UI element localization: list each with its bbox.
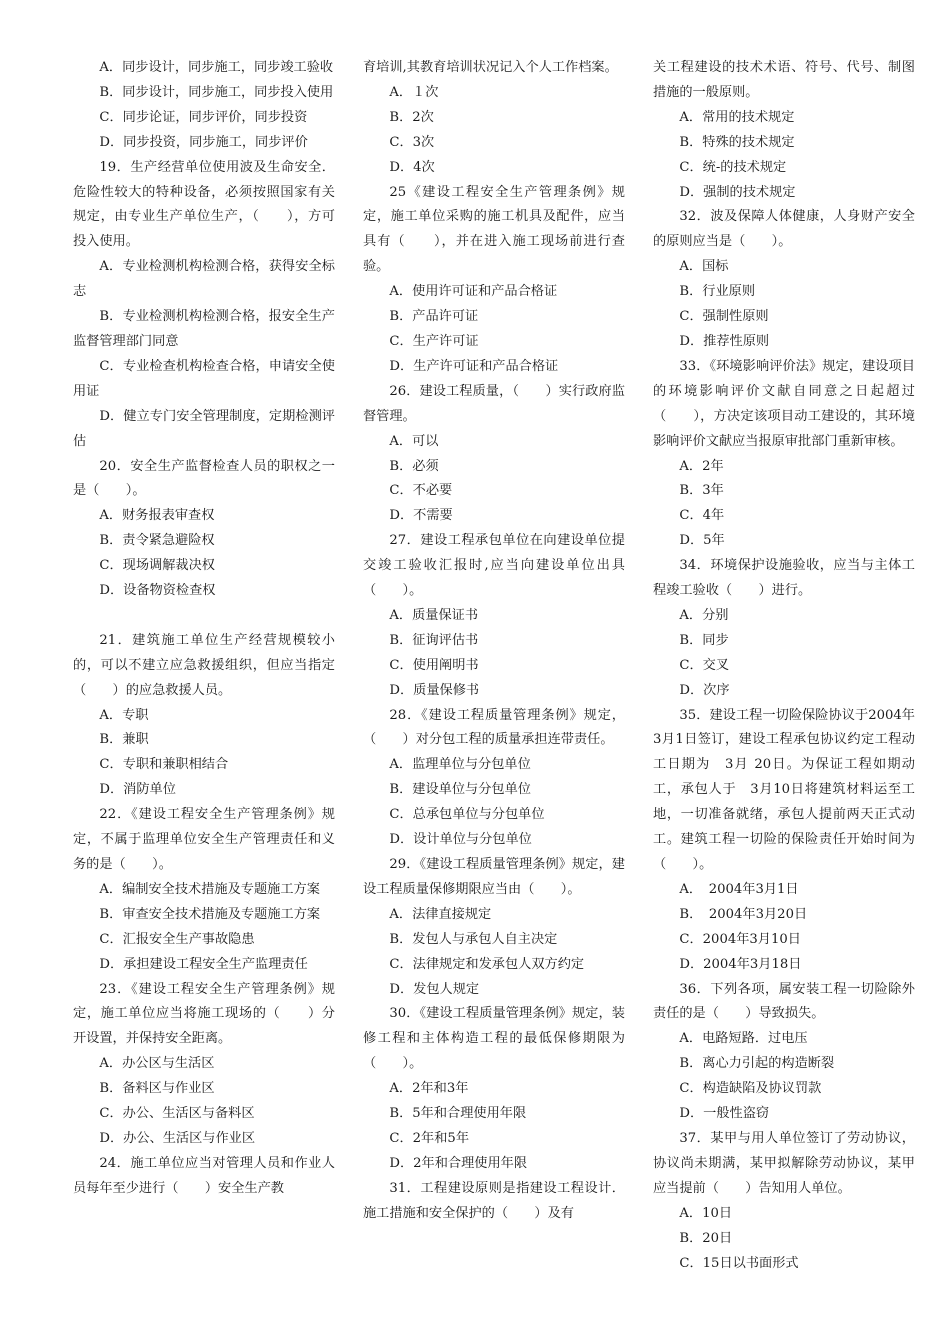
text-paragraph: A．财务报表审查权 [99, 508, 215, 524]
text-paragraph: 19．生产经营单位使用波及生命安全．危险性较大的特种设备，必须按照国家有关规定，由专业生产单位生产，（ ），方可投入使用。 [73, 159, 335, 250]
text-paragraph: B．征询评估书 [389, 632, 479, 648]
text-paragraph: 26．建设工程质量，（ ）实行政府监督管理。 [363, 383, 625, 424]
text-paragraph: C．构造缺陷及协议罚款 [679, 1081, 822, 1097]
text-paragraph: 关工程建设的技术术语、符号、代号、制图措施的一般原则。 [653, 60, 915, 100]
text-paragraph: D．健立专门安全管理制度，定期检测评估 [73, 408, 335, 449]
text-paragraph: C．统-的技术规定 [679, 159, 787, 175]
text-paragraph: 37．某甲与用人单位签订了劳动协议，协议尚未期满，某甲拟解除劳动协议，某甲应当提前（ ）告知用人单位。 [653, 1130, 915, 1196]
text-paragraph: C．现场调解裁决权 [99, 558, 215, 574]
text-paragraph: D．推荐性原则 [679, 333, 770, 349]
text-paragraph: A． 2004年3月1日 [679, 881, 799, 897]
text-paragraph: 35．建设工程一切险保险协议于2004年3月1日签订，建设工程承包协议约定工程动工日期为 3月 20日。为保证工程如期动工，承包人于 3月10日将建筑材料运至工地，一切准备就绪，承包人提前两天正式动工。建筑工程一切险的保险责任开始时间为（ ）。 [653, 707, 915, 872]
text-paragraph: D．承担建设工程安全生产监理责任 [99, 956, 308, 972]
text-paragraph: C．专业检查机构检查合格，申请安全使用证 [73, 358, 335, 399]
text-paragraph: B．20日 [679, 1230, 733, 1246]
text-paragraph: B．专业检测机构检测合格，报安全生产监督管理部门同意 [73, 309, 335, 349]
text-paragraph: A．2年 [679, 458, 724, 474]
text-paragraph: 28．《建设工程质量管理条例》规定，（ ）对分包工程的质量承担连带责任。 [363, 707, 625, 748]
text-paragraph: D．次序 [679, 682, 730, 698]
text-paragraph: D．质量保修书 [389, 682, 480, 698]
text-paragraph: C．汇报安全生产事故隐患 [99, 931, 255, 947]
text-paragraph: A．专业检测机构检测合格，获得安全标志 [73, 259, 335, 300]
text-paragraph: B．产品许可证 [389, 309, 479, 325]
text-paragraph: C．交叉 [679, 657, 730, 673]
text-paragraph: A．质量保证书 [389, 607, 479, 623]
text-paragraph: C．2004年3月10日 [679, 931, 801, 947]
text-paragraph: 20．安全生产监督检查人员的职权之一是（ ）。 [73, 458, 335, 499]
text-paragraph: A．办公区与生活区 [99, 1056, 215, 1072]
text-paragraph: C．15日以书面形式 [679, 1255, 799, 1271]
text-paragraph: A．2年和3年 [389, 1081, 469, 1097]
text-paragraph: C．总承包单位与分包单位 [389, 807, 545, 823]
text-paragraph: D．设计单位与分包单位 [389, 832, 532, 848]
text-paragraph: 32．波及保障人体健康，人身财产安全的原则应当是（ ）。 [653, 209, 915, 250]
text-paragraph: B．2次 [389, 109, 434, 125]
text-paragraph: A．使用许可证和产品合格证 [389, 284, 558, 300]
text-paragraph: D．2年和合理使用年限 [389, 1155, 528, 1171]
text-paragraph: 36．下列各项，属安装工程一切险除外责任的是（ ）导致损失。 [653, 981, 915, 1022]
text-paragraph: A．电路短路．过电压 [679, 1031, 808, 1047]
text-paragraph: 27．建设工程承包单位在向建设单位提交竣工验收汇报时,应当向建设单位出具（ ）。 [363, 533, 625, 599]
column-middle [363, 56, 625, 1296]
text-paragraph: A．国标 [679, 259, 729, 275]
text-paragraph: C．2年和5年 [389, 1130, 470, 1146]
column-left [73, 56, 335, 1296]
text-paragraph: A．10日 [679, 1205, 733, 1221]
text-paragraph: D．设备物资检查权 [99, 583, 216, 599]
text-paragraph: 33．《环境影响评价法》规定，建设项目的环境影响评价文献自同意之日起超过（ ），方决定该项目动工建设的，其环境影响评价文献应当报原审批部门重新审核。 [653, 358, 915, 449]
text-paragraph: 30．《建设工程质量管理条例》规定，装修工程和主体构造工程的最低保修期限为（ ）。 [363, 1006, 625, 1072]
text-paragraph: A．分别 [679, 607, 729, 623]
text-paragraph: 25《建设工程安全生产管理条例》规定，施工单位采购的施工机具及配件，应当具有（ ），并在进入施工现场前进行查验。 [363, 184, 625, 275]
text-paragraph: D．办公、生活区与作业区 [99, 1130, 256, 1146]
text-paragraph: C．办公、生活区与备料区 [99, 1106, 255, 1122]
text-paragraph: B．5年和合理使用年限 [389, 1106, 527, 1122]
text-paragraph: D．同步投资，同步施工，同步评价 [99, 134, 308, 150]
text-paragraph: A．可以 [389, 433, 439, 449]
text-paragraph: 21．建筑施工单位生产经营规模较小的，可以不建立应急救援组织，但应当指定（ ）的应急救援人员。 [73, 632, 335, 698]
text-paragraph: B． 2004年3月20日 [679, 906, 808, 922]
text-paragraph: B．特殊的技术规定 [679, 134, 795, 150]
column-right [653, 56, 915, 1296]
text-paragraph: A．同步设计，同步施工，同步竣工验收 [99, 60, 334, 75]
text-paragraph: C．3次 [389, 134, 435, 150]
text-paragraph: A．法律直接规定 [389, 906, 492, 922]
text-paragraph: A．编制安全技术措施及专题施工方案 [99, 881, 320, 897]
text-paragraph: 22．《建设工程安全生产管理条例》规定，不属于监理单位安全生产管理责任和义务的是（ ）。 [73, 807, 335, 872]
text-paragraph: B．同步设计，同步施工，同步投入使用 [99, 84, 334, 100]
text-paragraph: A．常用的技术规定 [679, 109, 795, 125]
text-paragraph: C．生产许可证 [389, 333, 479, 349]
text-paragraph: B．3年 [679, 483, 724, 499]
text-paragraph: B．发包人与承包人自主决定 [389, 931, 558, 947]
text-paragraph: C．使用阐明书 [389, 657, 479, 673]
text-paragraph: B．建设单位与分包单位 [389, 782, 531, 798]
text-paragraph: 34．环境保护设施验收，应当与主体工程竣工验收（ ）进行。 [653, 558, 915, 599]
text-paragraph: A．专职 [99, 707, 149, 723]
text-paragraph: D．4次 [389, 159, 435, 175]
text-paragraph: B．同步 [679, 632, 729, 648]
document-page [73, 56, 915, 1296]
text-paragraph: D．强制的技术规定 [679, 184, 796, 200]
text-paragraph: 31．工程建设原则是指建设工程设计．施工措施和安全保护的（ ）及有 [363, 1180, 625, 1221]
text-paragraph: 29．《建设工程质量管理条例》规定，建设工程质量保修期限应当由（ ）。 [363, 857, 625, 897]
text-paragraph: D．生产许可证和产品合格证 [389, 358, 559, 374]
text-paragraph: 24．施工单位应当对管理人员和作业人员每年至少进行（ ）安全生产教 [73, 1155, 335, 1196]
text-paragraph: D．不需要 [389, 508, 453, 524]
text-paragraph: A．１次 [389, 84, 439, 100]
text-paragraph: 23．《建设工程安全生产管理条例》规定，施工单位应当将施工现场的（ ）分开设置，并保持安全距离。 [73, 981, 335, 1047]
text-paragraph: D．一般性盗窃 [679, 1106, 770, 1122]
text-paragraph: B．备料区与作业区 [99, 1081, 215, 1097]
text-paragraph: B．必须 [389, 458, 439, 474]
text-paragraph: C．同步论证，同步评价，同步投资 [99, 109, 308, 125]
text-paragraph: D．发包人规定 [389, 981, 480, 997]
text-paragraph: C．专职和兼职相结合 [99, 757, 229, 773]
text-paragraph: D．消防单位 [99, 782, 176, 798]
text-paragraph: B．责令紧急避险权 [99, 533, 215, 549]
text-paragraph: A．监理单位与分包单位 [389, 757, 531, 773]
text-paragraph: B．行业原则 [679, 284, 756, 300]
text-paragraph: C．强制性原则 [679, 309, 769, 325]
text-paragraph: B．兼职 [99, 732, 149, 748]
text-paragraph: B．审查安全技术措施及专题施工方案 [99, 906, 321, 922]
text-paragraph: C．4年 [679, 508, 725, 524]
text-paragraph: C．不必要 [389, 483, 453, 499]
text-paragraph: C．法律规定和发承包人双方约定 [389, 956, 585, 972]
text-paragraph: D．2004年3月18日 [679, 956, 802, 972]
text-paragraph: B．离心力引起的构造断裂 [679, 1056, 835, 1072]
text-paragraph: D．5年 [679, 533, 725, 549]
text-paragraph: 育培训,其教育培训状况记入个人工作档案。 [363, 60, 618, 75]
